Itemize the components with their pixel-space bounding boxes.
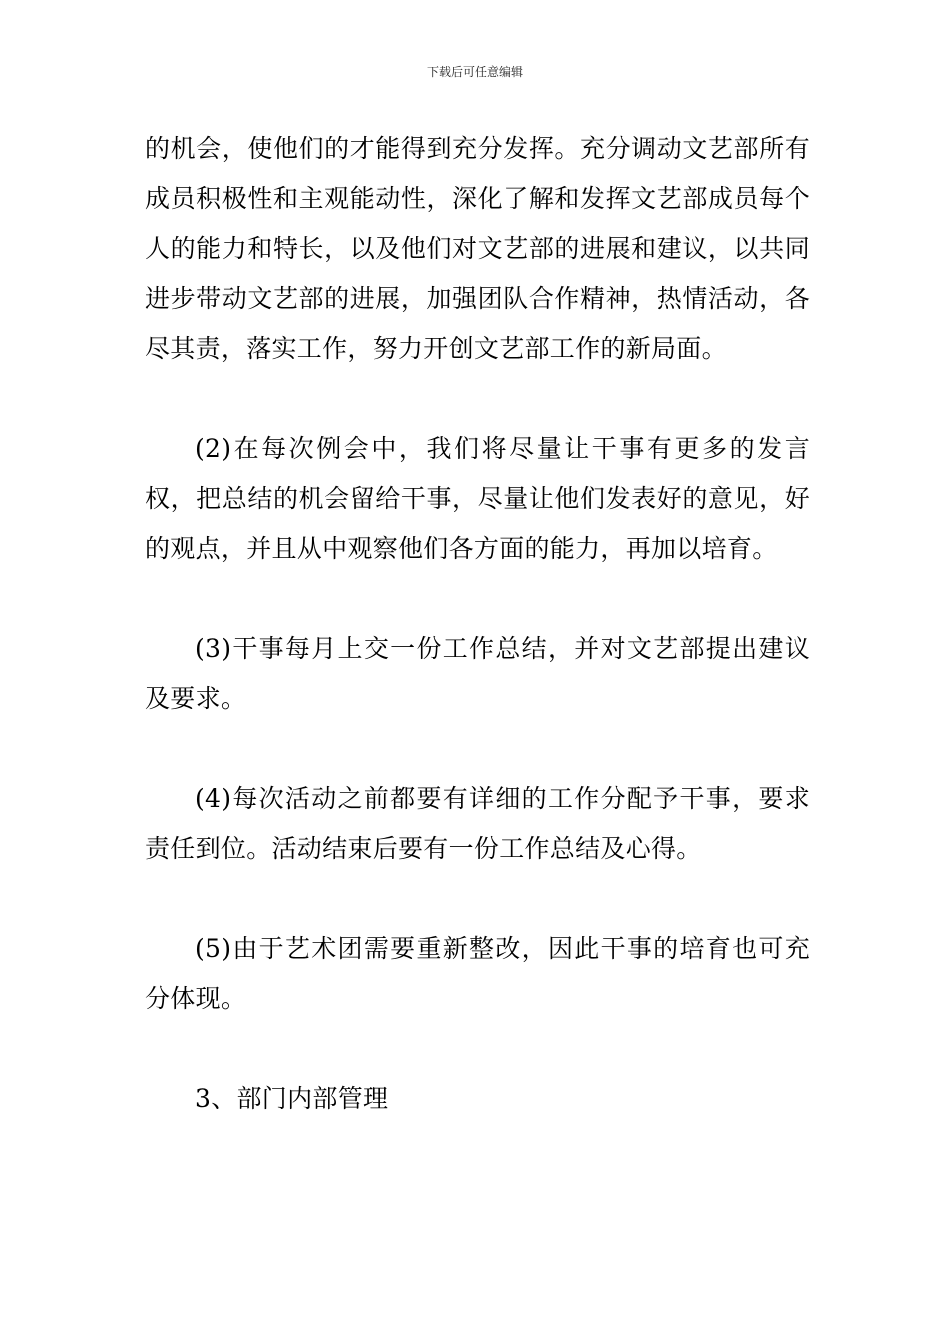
paragraph-item-3: (3)干事每月上交一份工作总结，并对文艺部提出建议及要求。 (145, 634, 810, 713)
page-header: 下载后可任意编辑 (426, 65, 523, 79)
paragraph-item-5: (5)由于艺术团需要重新整改，因此干事的培育也可充分体现。 (145, 934, 810, 1013)
paragraph-item-4: (4)每次活动之前都要有详细的工作分配予干事，要求责任到位。活动结束后要有一份工作总结及心得。 (145, 784, 810, 863)
document-body (145, 124, 810, 1124)
paragraph-item-2: (2)在每次例会中，我们将尽量让干事有更多的发言权，把总结的机会留给干事，尽量让他们发表好的意见，好的观点，并且从中观察他们各方面的能力，再加以培育。 (145, 434, 810, 563)
paragraph-continuation: 的机会，使他们的才能得到充分发挥。充分调动文艺部所有成员积极性和主观能动性，深化了解和发挥文艺部成员每个人的能力和特长，以及他们对文艺部的进展和建议，以共同进步带动文艺部的进展，加强团队合作精神，热情活动，各尽其责，落实工作，努力开创文艺部工作的新局面。 (145, 134, 810, 363)
section-heading: 3、部门内部管理 (195, 1084, 389, 1113)
